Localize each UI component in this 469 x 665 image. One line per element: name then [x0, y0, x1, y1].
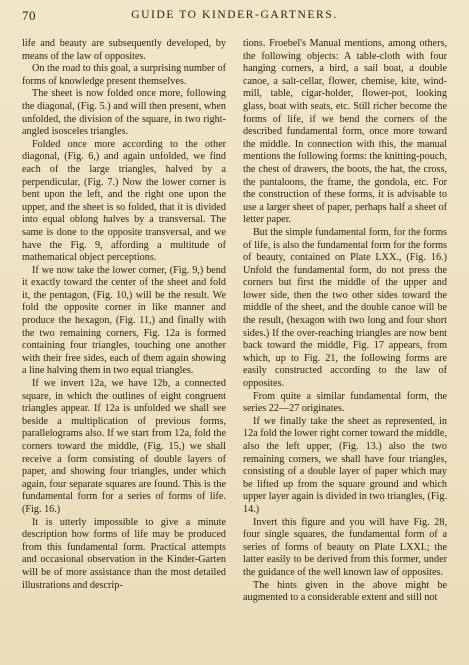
running-title: GUIDE TO KINDER-GARTNERS. — [131, 9, 338, 21]
paragraph: If we finally take the sheet as represented, in 12a fold the lower right corner toward the middle, also the left upper, (Fig. 13.) also the two remaining corners, we shall have four triangles, consisting of a double layer of paper which may be lifted up from the square ground and which upper layer again is divided in two triangles, (Fig. 14.) — [243, 415, 447, 515]
paragraph: If we now take the lower corner, (Fig. 9,) bend it exactly toward the center of the sheet and fold it, the pentagon, (Fig. 10,) will be the result. We fold the opposite corner in like manner and produce the hexagon, (Fig. 11,) and finally with the two remaining corners, Fig. 12a is formed containing four triangles, touching one another with their free sides, each of them again showing a line halving them in two equal triangles. — [22, 264, 226, 377]
page-header — [22, 8, 447, 30]
page-number: 70 — [22, 8, 36, 23]
paragraph: It is utterly impossible to give a minute description how forms of life may be produced from this fundamental form. Practical attempts and occasional observation in the Kinder-Garten will be of more assistance than the most detailed illustrations and descrip- — [22, 516, 226, 591]
text-columns — [22, 38, 447, 658]
paragraph: The hints given in the above might be augmented to a considerable extent and still not — [243, 579, 447, 604]
paragraph: On the road to this goal, a surprising number of forms of knowledge present themselves. — [22, 63, 226, 87]
paragraph: life and beauty are subsequently developed, by means of the law of opposites. — [22, 38, 226, 62]
paragraph: Folded once more according to the other diagonal, (Fig. 6,) and again unfolded, we find each of the large triangles, halved by a perpendicular, (Fig. 7.) Now the lower corner is bent upon the left, and the right one upon the upper, and the sheet is so folded, that it is divided into equal oblong halves by a transversal. The same is done to the opposite transversal, and we have the Fig. 9, affording a multitude of mathematical object perceptions. — [22, 138, 226, 264]
paragraph: But the simple fundamental form, for the forms of life, is also the fundamental form for the forms of beauty, contained on Plate LXX., (Fig. 16.) Unfold the fundamental form, do not press the corners but first the middle of the upper and lower side, then the two other sides toward the middle of the sheet, and the double canoe will be the result, (hexagon with two long and four short sides.) If the over-reaching triangles are now bent back toward the middle, Fig. 17 appears, from which, up to Fig. 21, the following forms are easily constructed according to the law of opposites. — [243, 226, 447, 390]
left-column — [22, 38, 226, 658]
paragraph: From quite a similar fundamental form, the series 22—27 originates. — [243, 390, 447, 415]
paragraph: The sheet is now folded once more, following the diagonal, (Fig. 5.) and will then present, when unfolded, the division of the square, in two right-angled isosceles triangles. — [22, 88, 226, 138]
paragraph: Invert this figure and you will have Fig. 28, four single squares, the fundamental form of a series of forms of beauty on Plate LXXI.; the latter easily to be derived from this former, under the guidance of the well known law of opposites. — [243, 516, 447, 578]
right-column — [243, 38, 447, 658]
paragraph: If we invert 12a, we have 12b, a connected square, in which the outlines of eight congruent triangles appear. If 12a is unfolded we shall see beside a multiplication of previous forms, parallelograms also. If we start from 12a, fold the corners toward the middle, (Fig. 15,) we shall receive a form consisting of double layers of paper, and showing four triangles, under which again, four separate squares are found. This is the fundamental form for a series of forms of life. (Fig. 16.) — [22, 378, 226, 515]
paragraph: tions. Froebel's Manual mentions, among others, the following objects: A table-cloth with four hanging corners, a bird, a sail boat, a double canoe, a salt-cellar, flower, chemise, kite, wind-mill, table, cigar-holder, flower-pot, looking glass, boat with seats, etc. Still richer become the forms of life, if we bend the corners of the described fundamental form, once more toward the middle. In connection with this, the manual mentions the following forms: the knitting-pouch, the chest of drawers, the boots, the hat, the cross, the pantaloons, the frame, the gondola, etc. For the construction of these forms, it is advisable to use a larger sheet of paper, perhaps half a sheet of letter paper. — [243, 38, 447, 226]
